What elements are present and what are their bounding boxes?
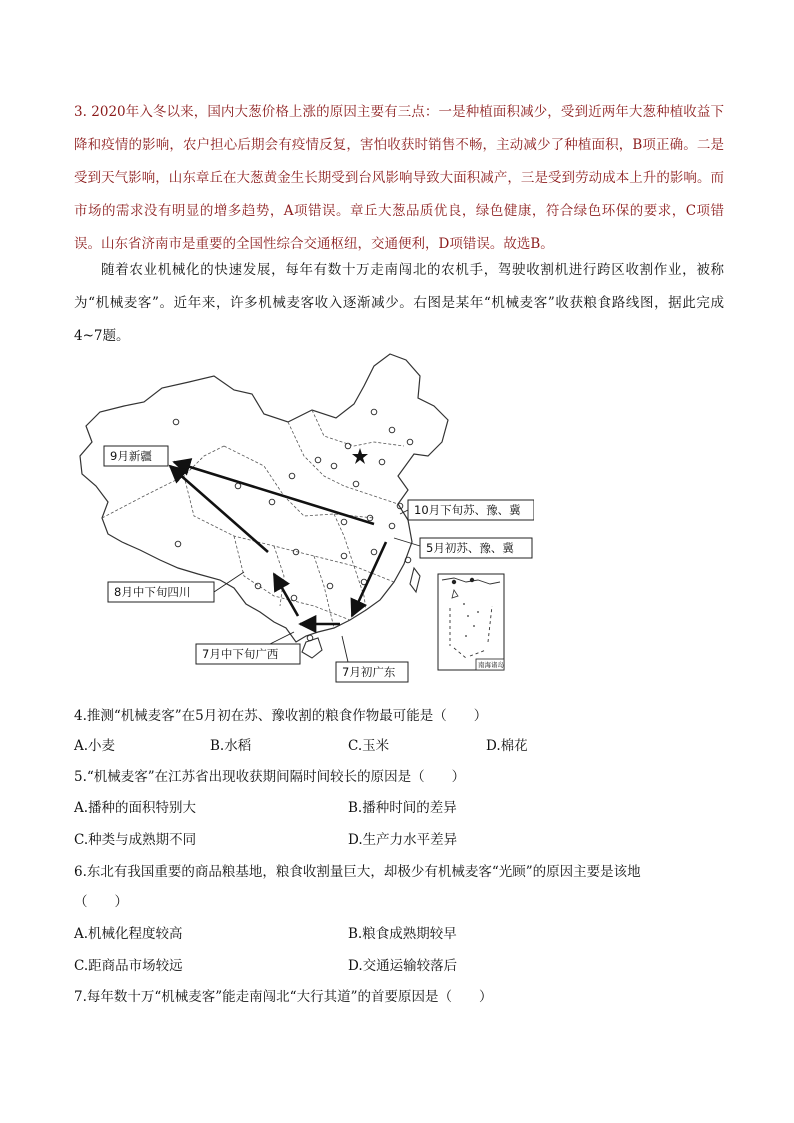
q4-option-c[interactable]: C.玉米 [348,738,390,754]
svg-text:8月中下旬四川: 8月中下旬四川 [114,585,191,599]
label-sichuan [108,582,214,602]
answer-explanation: 3. 2020年入冬以来，国内大葱价格上涨的原因主要有三点：一是种植面积减少，受到近两年大葱种植收益下降和疫情的影响，农户担心后期会有疫情反复，害怕收获时销售不畅，主动减少了种植面积，B项正确。二是受到天气影响，山东章丘在大葱黄金生长期受到台风影响导致大面积减产，三是受到劳动成本上升的影响。而市场的需求没有明显的增多趋势，A项错误。章丘大葱品质优良，绿色健康，符合绿色环保的要求，C项错误。山东省济南市是重要的全国性综合交通枢纽，交通便利，D项错误。故选B。 [74,104,724,252]
q4-option-a[interactable]: A.小麦 [74,738,116,754]
south-china-sea-inset [438,574,505,670]
q6-option-c[interactable]: C.距商品市场较远 [74,958,183,974]
q6-option-d[interactable]: D.交通运输较落后 [348,958,458,974]
label-guangxi [196,644,300,664]
label-xinjiang [104,446,168,466]
harvest-route-map [74,346,534,686]
q6-option-b[interactable]: B.粮食成熟期较早 [348,926,457,942]
label-guangdong [336,662,408,682]
question-stem: 随着农业机械化的快速发展，每年有数十万走南闯北的农机手，驾驶收割机进行跨区收割作业，被称为“机械麦客”。近年来，许多机械麦客收入逐渐减少。右图是某年“机械麦客”收获粮食路线图，据此完成4~7题。 [74,262,724,344]
taiwan-outline [410,568,420,592]
svg-text:7月中下旬广西: 7月中下旬广西 [202,647,279,661]
question-5-stem: 5.“机械麦客”在江苏省出现收获期间隔时间较长的原因是（ ） [74,769,466,785]
question-4-stem: 4.推测“机械麦客”在5月初在苏、豫收割的粮食作物最可能是（ ） [74,708,488,724]
svg-text:10月下旬苏、豫、冀: 10月下旬苏、豫、冀 [414,503,521,517]
hainan-outline [302,638,322,658]
q5-option-d[interactable]: D.生产力水平差异 [348,832,458,848]
q4-option-b[interactable]: B.水稻 [210,738,252,754]
label-may [420,538,532,558]
svg-text:9月新疆: 9月新疆 [110,449,152,463]
question-6-stem: 6.东北有我国重要的商品粮基地，粮食收割量巨大，却极少有机械麦客“光顾”的原因主要是该地 [74,864,641,880]
q5-option-a[interactable]: A.播种的面积特别大 [74,800,197,816]
beijing-star-icon [352,448,368,464]
question-6-stem-bracket: （ ） [74,894,128,910]
q5-option-b[interactable]: B.播种时间的差异 [348,800,457,816]
label-oct [408,500,534,520]
svg-text:7月初广东: 7月初广东 [342,665,396,679]
q6-option-a[interactable]: A.机械化程度较高 [74,926,183,942]
svg-text:5月初苏、豫、冀: 5月初苏、豫、冀 [426,541,514,555]
q4-option-d[interactable]: D.棉花 [486,738,528,754]
q5-option-c[interactable]: C.种类与成熟期不同 [74,832,197,848]
question-7-stem: 7.每年数十万“机械麦客”能走南闯北“大行其道”的首要原因是（ ） [74,989,493,1005]
svg-text:南海诸岛: 南海诸岛 [478,661,504,669]
